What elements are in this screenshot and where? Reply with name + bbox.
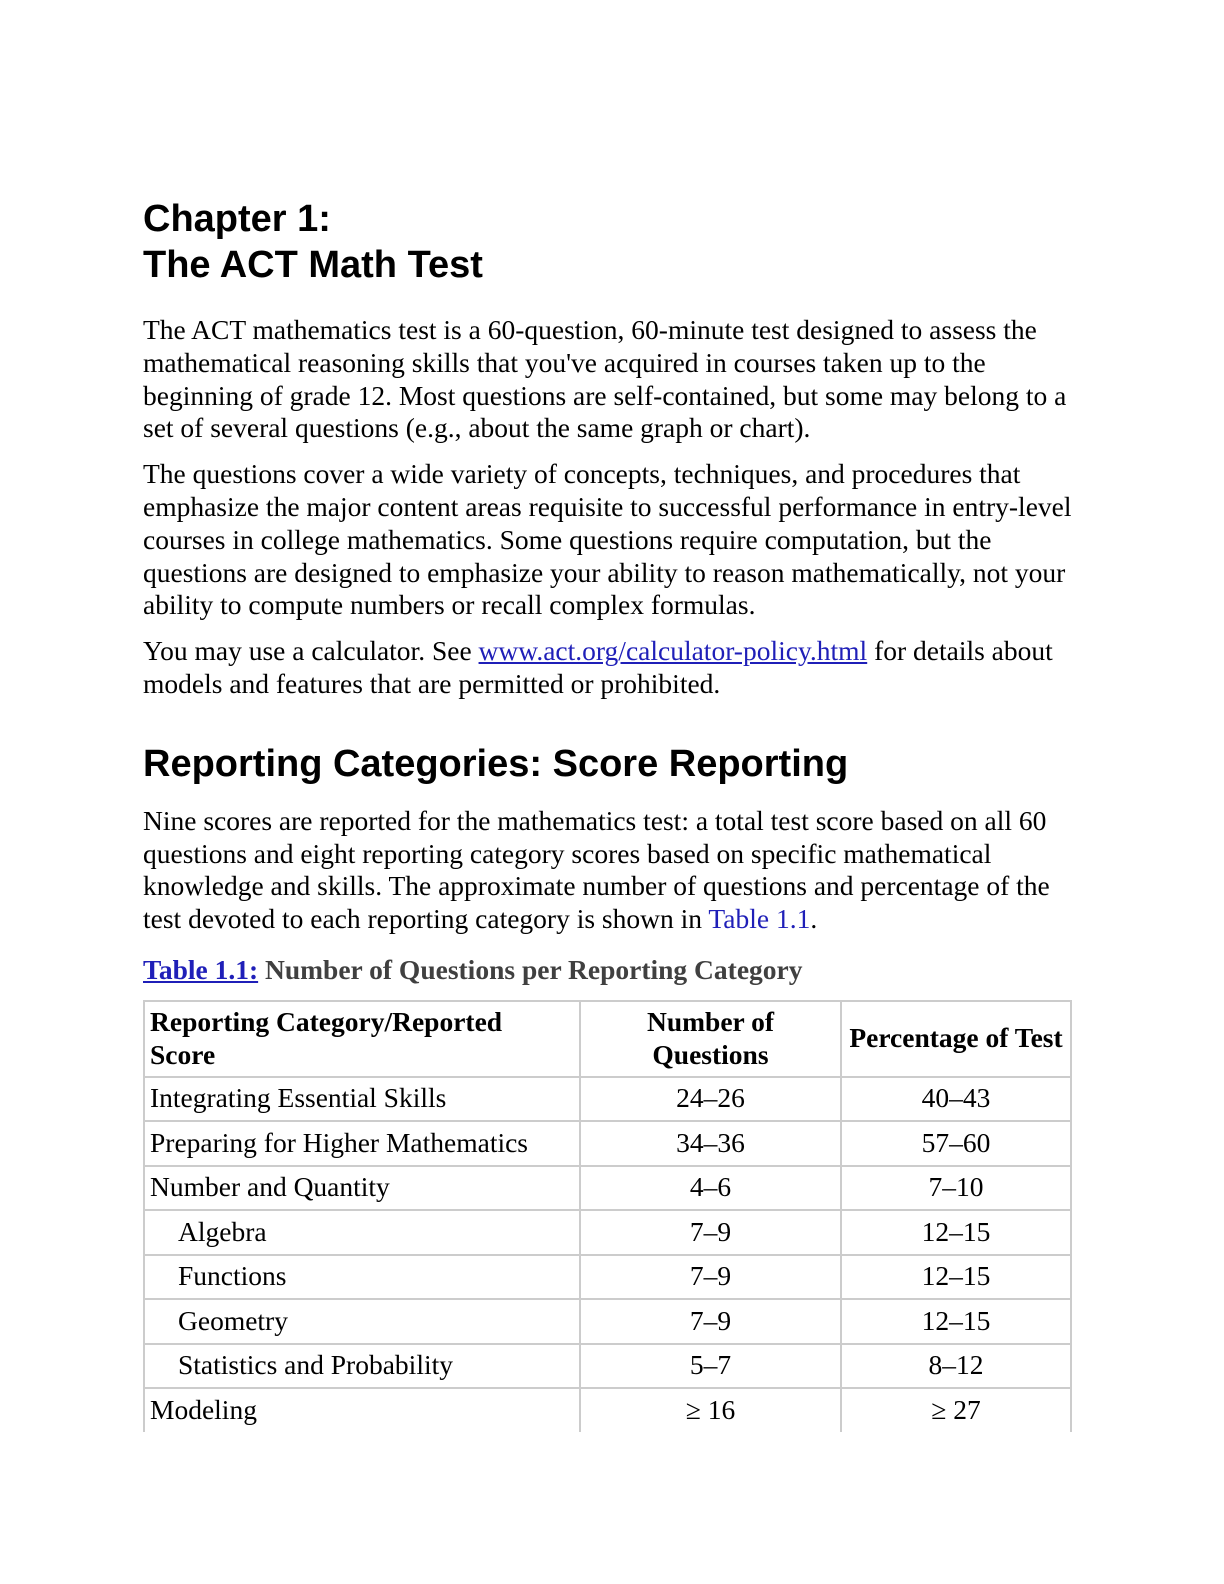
header-category: Reporting Category/Reported Score [144,1001,580,1077]
table-row [144,1255,1071,1300]
chapter-name: The ACT Math Test [143,244,483,286]
cell-questions: 7–9 [580,1299,841,1344]
header-percentage: Percentage of Test [841,1001,1071,1077]
cell-percentage: 12–15 [841,1299,1071,1344]
cell-questions: 34–36 [580,1121,841,1166]
table-row [144,1388,1071,1432]
table-row [144,1344,1071,1389]
table-caption [143,954,1073,986]
cell-percentage: 40–43 [841,1077,1071,1122]
section-text-before: Nine scores are reported for the mathematics test: a total test score based on all 60 questions and eight reporting category scores based on specific mathematical knowledge and skills. The approximate number of questions and percentage of the test devoted to each reporting category is shown in [143,804,1050,935]
calculator-text-before: You may use a calculator. See [143,635,479,667]
cell-questions: 7–9 [580,1210,841,1255]
cell-percentage: ≥ 27 [841,1388,1071,1432]
calculator-text-after: for details about models and features that are permitted or prohibited. [143,635,1053,699]
cell-category: Preparing for Higher Mathematics [144,1121,580,1166]
intro-paragraph-1: The ACT mathematics test is a 60-question, 60-minute test designed to assess the mathematical reasoning skills that you've acquired in courses taken up to the beginning of grade 12. Most questions are self-contained, but some may belong to a set of several questions (e.g., about the same graph or chart). [143,314,1067,444]
calculator-policy-link[interactable]: www.act.org/calculator-policy.html [478,635,868,667]
cell-questions: 24–26 [580,1077,841,1122]
table-caption-link[interactable]: Table 1.1: [143,953,259,985]
table-header-row [144,1001,1071,1077]
cell-questions: ≥ 16 [580,1388,841,1432]
table-reference-link[interactable]: Table 1.1 [708,903,811,935]
cell-category: Algebra [144,1210,580,1255]
header-questions: Number of Questions [580,1001,841,1077]
cell-percentage: 12–15 [841,1210,1071,1255]
cell-questions: 7–9 [580,1255,841,1300]
table-row [144,1166,1071,1211]
cell-category: Geometry [144,1299,580,1344]
cell-category: Modeling [144,1388,580,1432]
cell-percentage: 7–10 [841,1166,1071,1211]
table-row [144,1299,1071,1344]
section-title: Reporting Categories: Score Reporting [143,742,849,785]
cell-category: Statistics and Probability [144,1344,580,1389]
cell-percentage: 8–12 [841,1344,1071,1389]
cell-category: Functions [144,1255,580,1300]
document-page [143,196,1073,1432]
cell-percentage: 12–15 [841,1255,1071,1300]
intro-paragraph-3 [143,635,1073,701]
table-row [144,1210,1071,1255]
section-text-after: . [810,903,818,935]
table-row [144,1077,1071,1122]
chapter-title [143,196,1073,288]
table-row [144,1121,1071,1166]
cell-percentage: 57–60 [841,1121,1071,1166]
cell-questions: 5–7 [580,1344,841,1389]
section-paragraph [143,805,1073,936]
intro-paragraph-2: The questions cover a wide variety of concepts, techniques, and procedures that emphasize the major content areas requisite to successful performance in entry-level courses in college mathematics. Some questions require computation, but the questions are designed to emphasize your ability to reason mathematically, not your ability to compute numbers or recall complex formulas. [143,458,1072,621]
table-caption-text: Number of Questions per Reporting Category [258,953,803,985]
reporting-category-table [143,1000,1072,1432]
cell-questions: 4–6 [580,1166,841,1211]
cell-category: Integrating Essential Skills [144,1077,580,1122]
cell-category: Number and Quantity [144,1166,580,1211]
chapter-number: Chapter 1: [143,198,331,240]
